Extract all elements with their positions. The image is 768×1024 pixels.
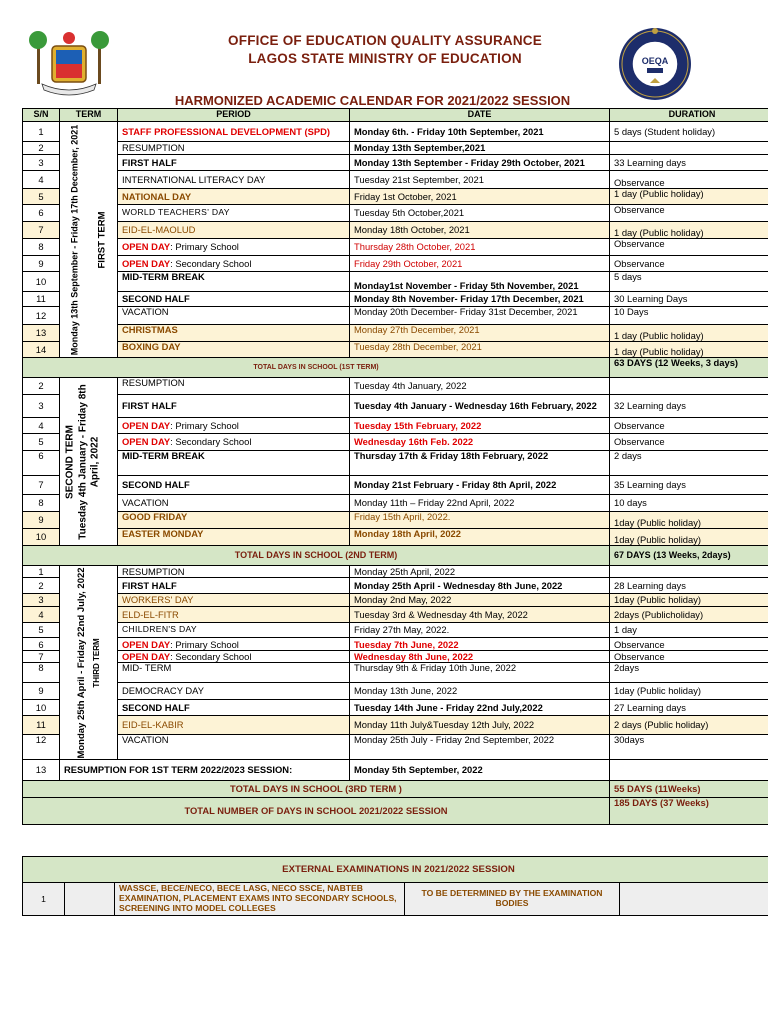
total-row-third-term [23,781,768,798]
table-row: 10 EASTER MONDAY Monday 18th April, 2022 1day (Public holiday) [23,529,768,546]
table-header-row [23,109,768,122]
lagos-crest-logo [24,30,114,98]
total-row-first-term [23,358,768,378]
total-first-term-label: TOTAL DAYS IN SCHOOL (1ST TERM) [23,358,610,378]
third-term-name: THIRD TERM [91,637,101,688]
external-exams-header-row [23,857,768,883]
external-sn: 1 [23,883,65,916]
total-row-session [23,798,768,825]
table-row: 8 MID- TERM Thursday 9th & Friday 10th June, 2022 2days [23,663,768,683]
table-row: 6 OPEN DAY: Primary School Tuesday 7th June, 2022 Observance [23,638,768,651]
third-term-range: Monday 25th April - Friday 22nd July, 2022 [75,566,87,759]
second-term-cell [60,378,118,546]
second-term-name: SECOND TERM [64,424,75,499]
table-row: 8 OPEN DAY: Primary School Thursday 28th October, 2021 Observance [23,239,768,256]
ministry-name: LAGOS STATE MINISTRY OF EDUCATION [248,51,522,66]
table-row: 10 MID-TERM BREAK Monday1st November - Friday 5th November, 2021 5 days [23,272,768,292]
table-row: 14 BOXING DAY Tuesday 28th December, 2021 1 day (Public holiday) [23,342,768,358]
document-header [0,0,768,108]
first-term-name: FIRST TERM [96,211,108,268]
table-row: 5 OPEN DAY: Secondary School Wednesday 16th Feb. 2022 Observance [23,434,768,451]
first-term-cell [60,122,118,358]
academic-calendar-table [22,108,768,825]
third-term-cell [60,566,118,760]
table-row: 3 FIRST HALF Tuesday 4th January - Wednesday 16th February, 2022 32 Learning days [23,395,768,418]
first-term-range: Monday 13th September - Friday 17th December, 2021 [68,124,79,355]
total-row-second-term [23,546,768,566]
col-period: PERIOD [118,109,350,122]
table-row: 12 VACATION Monday 25th July - Friday 2nd September, 2022 30days [23,735,768,760]
total-third-term-value: 55 DAYS (11Weeks) [610,781,768,798]
table-row: 3 FIRST HALF Monday 13th September - Friday 29th October, 2021 33 Learning days [23,155,768,171]
table-row: 5 NATIONAL DAY Friday 1st October, 2021 1 day (Public holiday) [23,189,768,205]
resumption-next-date: Monday 5th September, 2022 [350,760,610,781]
total-session-value: 185 DAYS (37 Weeks) [610,798,768,825]
total-first-term-value: 63 DAYS (12 Weeks, 3 days) [610,358,768,378]
total-second-term-label: TOTAL DAYS IN SCHOOL (2ND TERM) [23,546,610,566]
table-row: 7 SECOND HALF Monday 21st February - Friday 8th April, 2022 35 Learning days [23,476,768,495]
table-row: 6 WORLD TEACHERS' DAY Tuesday 5th October,2021 Observance [23,205,768,222]
table-row: 10 SECOND HALF Tuesday 14th June - Friday 22nd July,2022 27 Learning days [23,700,768,716]
col-duration: DURATION [610,109,768,122]
resumption-next-label: RESUMPTION FOR 1ST TERM 2022/2023 SESSION: [60,760,350,781]
calendar-title: HARMONIZED ACADEMIC CALENDAR FOR 2021/2022 SESSION [174,93,571,108]
second-term-range-line1: Tuesday 4th January - Friday 8th [77,383,88,540]
table-row: 7 OPEN DAY: Secondary School Wednesday 8th June, 2022 Observance [23,651,768,663]
total-second-term-value: 67 DAYS (13 Weeks, 2days) [610,546,768,566]
table-row: 11 SECOND HALF Monday 8th November- Friday 17th December, 2021 30 Learning Days [23,292,768,307]
svg-text:OEQA: OEQA [641,56,669,66]
resumption-next-session-row: 13 RESUMPTION FOR 1ST TERM 2022/2023 SESSION: Monday 5th September, 2022 [23,760,768,781]
table-row: 3 WORKERS' DAY Monday 2nd May, 2022 1day (Public holiday) [23,594,768,607]
second-term-range-line2: April, 2022 [88,436,100,487]
table-row: 5 CHILDREN'S DAY Friday 27th May, 2022. 1 day [23,623,768,638]
table-row: 7 EID-EL-MAOLUD Monday 18th October, 2021 1 day (Public holiday) [23,222,768,239]
table-row: 12 VACATION Monday 20th December- Friday 31st December, 2021 10 Days [23,307,768,325]
table-row: 2 Tuesday 4th January - Friday 8th April, 2022 SECOND TERM RESUMPTION Tuesday 4th January, 2022 [23,378,768,395]
table-row: 4 ELD-EL-FITR Tuesday 3rd & Wednesday 4th May, 2022 2days (Publicholiday) [23,607,768,623]
external-exams-title: EXTERNAL EXAMINATIONS IN 2021/2022 SESSION [23,857,768,883]
col-term: TERM [60,109,118,122]
table-row: 6 MID-TERM BREAK Thursday 17th & Friday 18th February, 2022 2 days [23,451,768,476]
table-row: 1 Monday 25th April - Friday 22nd July, 2022 THIRD TERM RESUMPTION Monday 25th April, 2022 [23,566,768,578]
table-row: 9 DEMOCRACY DAY Monday 13th June, 2022 1day (Public holiday) [23,683,768,700]
organization-name: OFFICE OF EDUCATION QUALITY ASSURANCE [228,33,542,48]
table-row: 1 Monday 13th September - Friday 17th December, 2021 FIRST TERM STAFF PROFESSIONAL DEVELOPMENT (SPD) Monday 6th. - Friday 10th September, 2021 5 days (Student holiday) [23,122,768,142]
external-exams-table [22,856,768,916]
table-row: 2 FIRST HALF Monday 25th April - Wednesday 8th June, 2022 28 Learning days [23,578,768,594]
table-row: 4 INTERNATIONAL LITERACY DAY Tuesday 21st September, 2021 Observance [23,171,768,189]
external-exams-date: TO BE DETERMINED BY THE EXAMINATION BODIES [405,883,620,916]
table-row: 11 EID-EL-KABIR Monday 11th July&Tuesday 12th July, 2022 2 days (Public holiday) [23,716,768,735]
col-date: DATE [350,109,610,122]
table-row: 2 RESUMPTION Monday 13th September,2021 [23,142,768,155]
table-row [23,883,768,916]
col-sn: S/N [23,109,60,122]
total-third-term-label: TOTAL DAYS IN SCHOOL (3RD TERM ) [23,781,610,798]
oeqa-seal-logo [614,26,696,102]
table-row: 8 VACATION Monday 11th – Friday 22nd April, 2022 10 days [23,495,768,512]
table-row: 9 GOOD FRIDAY Friday 15th April, 2022. 1day (Public holiday) [23,512,768,529]
external-exams-list: WASSCE, BECE/NECO, BECE LASG, NECO SSCE, NABTEB EXAMINATION, PLACEMENT EXAMS INTO SECONDARY SCHOOLS, SCREENING INTO MODEL COLLEGES [115,883,405,916]
table-row: 9 OPEN DAY: Secondary School Friday 29th October, 2021 Observance [23,256,768,272]
table-row: 13 CHRISTMAS Monday 27th December, 2021 1 day (Public holiday) [23,325,768,342]
table-row: 4 OPEN DAY: Primary School Tuesday 15th February, 2022 Observance [23,418,768,434]
total-session-label: TOTAL NUMBER OF DAYS IN SCHOOL 2021/2022 SESSION [23,798,610,825]
